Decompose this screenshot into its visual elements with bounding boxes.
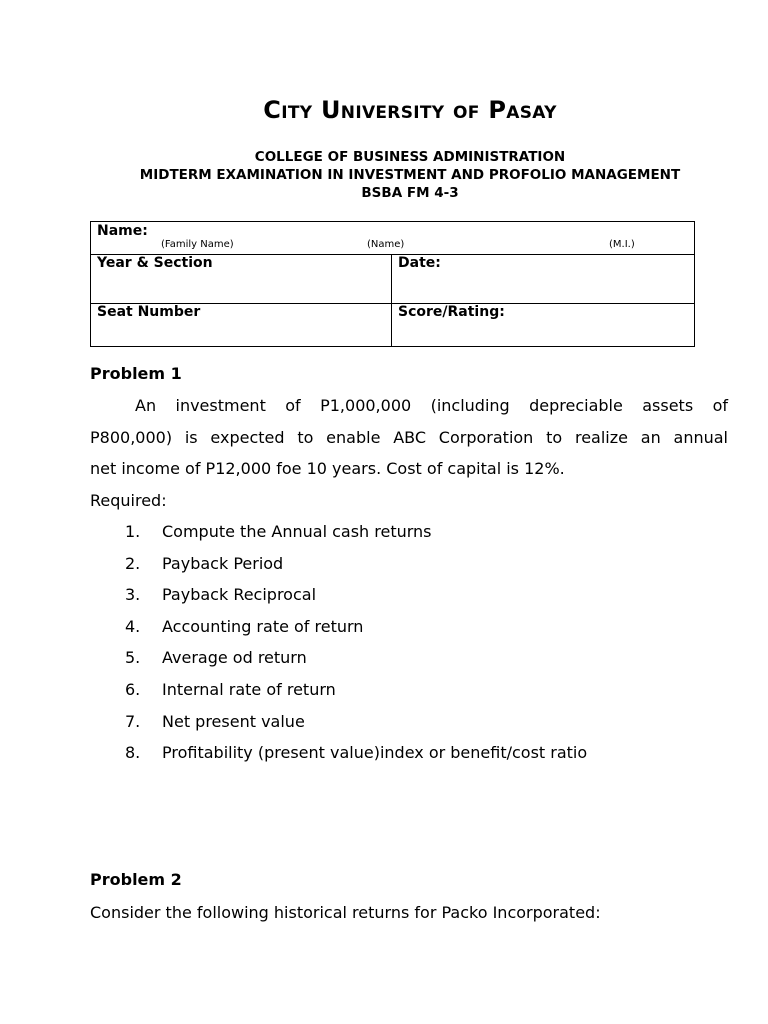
- list-item-text: Payback Reciprocal: [162, 585, 317, 605]
- college-name: COLLEGE OF BUSINESS ADMINISTRATION: [254, 149, 566, 165]
- seat-number-field[interactable]: [91, 304, 392, 347]
- given-name-label: (Name): [367, 239, 405, 250]
- problem1-heading: Problem 1: [90, 364, 182, 383]
- list-item-number: 6.: [125, 679, 141, 699]
- date-label: Date:: [398, 255, 441, 271]
- problem1-line: [90, 390, 728, 422]
- score-label: Score/Rating:: [398, 304, 505, 320]
- date-field[interactable]: [392, 255, 695, 304]
- score-field[interactable]: [392, 304, 695, 347]
- family-name-label: (Family Name): [161, 239, 234, 250]
- list-item-text: Profitability (present value)index or benefit/cost ratio: [162, 743, 588, 763]
- problem1-body: [90, 390, 728, 485]
- exam-title: MIDTERM EXAMINATION IN INVESTMENT AND PROFOLIO MANAGEMENT: [139, 167, 681, 183]
- problem2-body: Consider the following historical returns for Packo Incorporated:: [90, 903, 601, 922]
- name-field[interactable]: [91, 222, 695, 255]
- year-section-field[interactable]: [91, 255, 392, 304]
- year-section-label: Year & Section: [97, 255, 213, 271]
- university-title: City University of Pasay: [263, 96, 557, 124]
- list-item-text: Payback Period: [162, 553, 284, 573]
- problem1-line: P800,000) is expected to enable ABC Corporation to realize an annual: [90, 427, 728, 447]
- list-item-number: 4.: [125, 616, 141, 636]
- name-label: Name:: [97, 223, 148, 239]
- problem1-line-text: An investment of P1,000,000 (including depreciable assets of: [135, 396, 728, 415]
- list-item-number: 5.: [125, 648, 141, 668]
- list-item-text: Accounting rate of return: [162, 616, 364, 636]
- seat-number-label: Seat Number: [97, 304, 201, 320]
- middle-initial-label: (M.I.): [609, 239, 635, 250]
- required-label: Required:: [90, 491, 167, 510]
- list-item-number: 7.: [125, 711, 141, 731]
- student-info-table: [90, 221, 695, 347]
- list-item-text: Internal rate of return: [162, 679, 336, 699]
- problem1-line: net income of P12,000 foe 10 years. Cost of capital is 12%.: [90, 459, 565, 479]
- list-item-number: 8.: [125, 743, 141, 763]
- list-item-number: 1.: [125, 522, 141, 541]
- class-section: BSBA FM 4-3: [361, 185, 459, 201]
- problem2-heading: Problem 2: [90, 870, 182, 889]
- list-item-text: Compute the Annual cash returns: [162, 522, 432, 541]
- list-item-number: 2.: [125, 553, 141, 573]
- list-item-text: Average od return: [162, 648, 307, 668]
- list-item-text: Net present value: [162, 711, 305, 731]
- list-item-number: 3.: [125, 585, 141, 605]
